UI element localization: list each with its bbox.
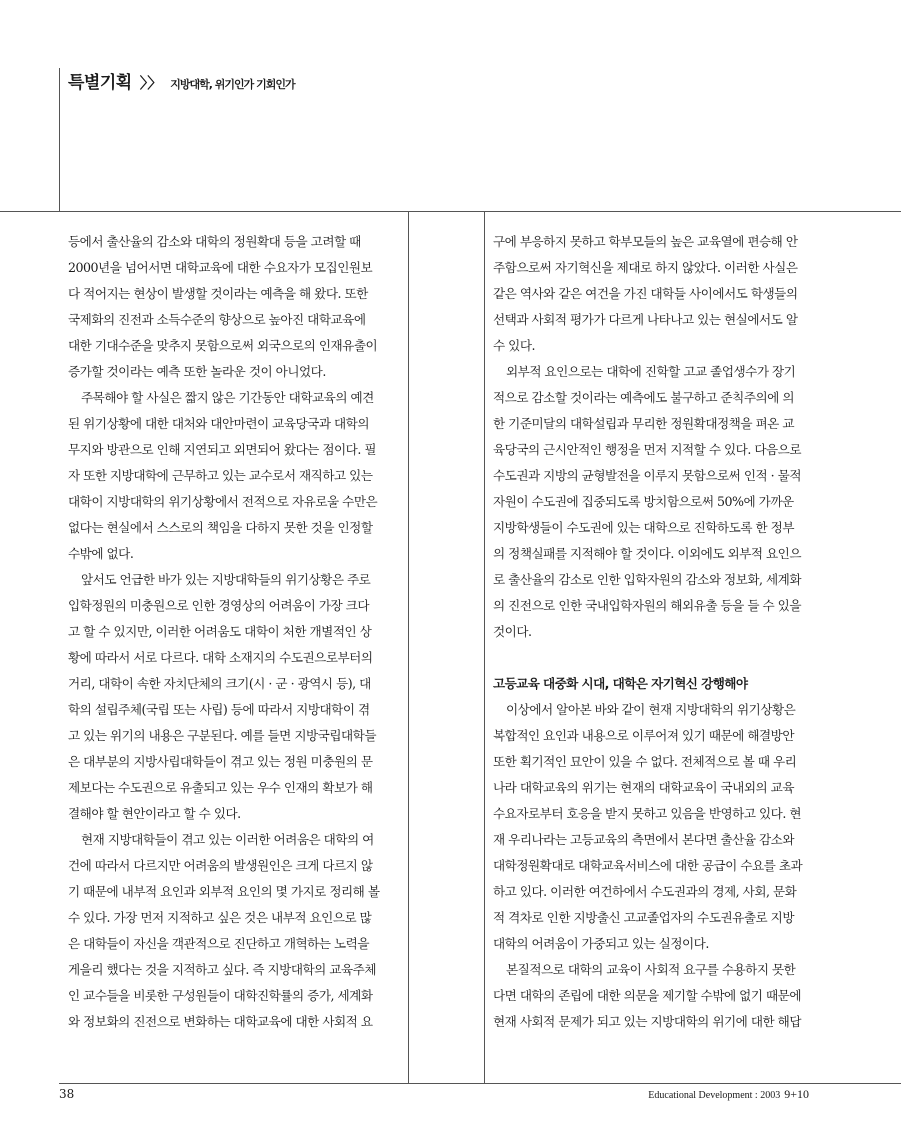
text-line: 수요자로부터 호응을 받지 못하고 있음을 반영하고 있다. 현 [493,806,801,821]
text-line: 수 있다. 가장 먼저 지적하고 싶은 것은 내부적 요인으로 많 [68,910,372,925]
text-line: 수도권과 지방의 균형발전을 이루지 못함으로써 인적 · 물적 [493,468,801,483]
text-line: 거리, 대학이 속한 자치단체의 크기(시 · 군 · 광역시 등), 대 [68,676,371,691]
column-divider-right [484,211,485,1083]
header-left-rule [59,68,60,211]
paragraph [493,957,833,1035]
section-title: 특별기획 [68,73,132,93]
text-line: 수밖에 없다. [68,546,134,561]
paragraph [493,697,833,957]
text-line: 다 적어지는 현상이 발생할 것이라는 예측을 해 왔다. 또한 [68,286,368,301]
text-line: 본질적으로 대학의 교육이 사회적 요구를 수용하지 못한 [506,962,796,977]
text-line: 학의 설립주체(국립 또는 사립) 등에 따라서 지방대학이 겪 [68,702,370,717]
text-line: 주목해야 할 사실은 짧지 않은 기간동안 대학교육의 예견 [81,390,374,405]
text-line: 와 정보화의 진전으로 변화하는 대학교육에 대한 사회적 요 [68,1014,373,1029]
section-header [68,68,295,93]
text-line: 구에 부응하지 못하고 학부모들의 높은 교육열에 편승해 안 [493,234,798,249]
text-line: 제보다는 수도권으로 유출되고 있는 우수 인재의 확보가 해 [68,780,373,795]
text-line: 선택과 사회적 평가가 다르게 나타나고 있는 현실에서도 알 [493,312,798,327]
right-column-body-bottom [493,697,833,1035]
text-line: 현재 사회적 문제가 되고 있는 지방대학의 위기에 대한 해답 [493,1014,801,1029]
text-line: 육당국의 근시안적인 행정을 먼저 지적할 수 있다. 다음으로 [493,442,801,457]
paragraph [493,229,833,359]
journal-title: Educational Development : 2003 [648,1090,781,1101]
text-line: 자원이 수도권에 집중되도록 방치함으로써 50%에 가까운 [493,494,794,509]
text-line: 주함으로써 자기혁신을 제대로 하지 않았다. 이러한 사실은 [493,260,798,275]
right-column [493,229,833,1035]
journal-footer [648,1087,809,1102]
text-line: 의 진전으로 인한 국내입학자원의 해외유출 등을 들 수 있을 [493,598,801,613]
text-line: 무지와 방관으로 인해 지연되고 외면되어 왔다는 점이다. 필 [68,442,376,457]
column-divider-left [408,211,409,1083]
text-line: 수 있다. [493,338,536,353]
text-line: 대학의 어려움이 가중되고 있는 실정이다. [493,936,709,951]
text-line: 현재 지방대학들이 겪고 있는 이러한 어려움은 대학의 여 [81,832,374,847]
text-line: 증가할 것이라는 예측 또한 놀라운 것이 아니었다. [68,364,326,379]
paragraph [68,229,408,385]
text-line: 입학정원의 미충원으로 인한 경영상의 어려움이 가장 크다 [68,598,369,613]
text-line: 의 정책실패를 지적해야 할 것이다. 이외에도 외부적 요인으 [493,546,801,561]
right-column-body-top [493,229,833,645]
text-line: 기 때문에 내부적 요인과 외부적 요인의 몇 가지로 정리해 볼 [68,884,380,899]
text-line: 등에서 출산율의 감소와 대학의 정원확대 등을 고려할 때 [68,234,361,249]
text-line: 복합적인 요인과 내용으로 이루어져 있기 때문에 해결방안 [493,728,794,743]
text-line: 대학이 지방대학의 위기상황에서 전적으로 자유로울 수만은 [68,494,378,509]
text-line: 적 격차로 인한 지방출신 고교졸업자의 수도권유출로 지방 [493,910,794,925]
text-line: 황에 따라서 서로 다르다. 대학 소재지의 수도권으로부터의 [68,650,373,665]
text-line: 은 대학들이 자신을 객관적으로 진단하고 개혁하는 노력을 [68,936,369,951]
text-line: 대한 기대수준을 맞추지 못함으로써 외국으로의 인재유출이 [68,338,378,353]
footer-rule [59,1083,901,1084]
text-line: 은 대부분의 지방사립대학들이 겪고 있는 정원 미충원의 문 [68,754,373,769]
text-line: 건에 따라서 다르지만 어려움의 발생원인은 크게 다르지 않 [68,858,373,873]
text-line: 고 할 수 있지만, 이러한 어려움도 대학이 처한 개별적인 상 [68,624,372,639]
text-line: 외부적 요인으로는 대학에 진학할 고교 졸업생수가 장기 [506,364,796,379]
text-line: 이상에서 알아본 바와 같이 현재 지방대학의 위기상황은 [506,702,796,717]
section-subtitle: 지방대학, 위기인가 기회인가 [170,78,295,91]
text-line: 앞서도 언급한 바가 있는 지방대학들의 위기상황은 주로 [81,572,371,587]
text-line: 재 우리나라는 고등교육의 측면에서 본다면 출산율 감소와 [493,832,794,847]
journal-issue: 9+10 [784,1087,809,1101]
text-line: 지방학생들이 수도권에 있는 대학으로 진학하도록 한 정부 [493,520,794,535]
text-line: 게을리 했다는 것을 지적하고 싶다. 즉 지방대학의 교육주체 [68,962,376,977]
text-line: 2000년을 넘어서면 대학교육에 대한 수요자가 모집인원보 [68,260,373,275]
text-line: 자 또한 지방대학에 근무하고 있는 교수로서 재직하고 있는 [68,468,373,483]
header-bottom-rule [0,211,901,212]
text-line: 것이다. [493,624,532,639]
text-line: 국제화의 진전과 소득수준의 향상으로 높아진 대학교육에 [68,312,366,327]
text-line: 하고 있다. 이러한 여건하에서 수도권과의 경제, 사회, 문화 [493,884,797,899]
paragraph [493,359,833,645]
paragraph [68,567,408,827]
text-line: 대학정원확대로 대학교육서비스에 대한 공급이 수요를 초과 [493,858,803,873]
left-column [68,229,408,1035]
section-arrow: 〉〉 [139,74,163,92]
text-line: 없다는 현실에서 스스로의 책임을 다하지 못한 것을 인정할 [68,520,373,535]
paragraph [68,385,408,567]
text-line: 나라 대학교육의 위기는 현재의 대학교육이 국내외의 교육 [493,780,794,795]
text-line: 다면 대학의 존립에 대한 의문을 제기할 수밖에 없기 때문에 [493,988,801,1003]
text-line: 같은 역사와 같은 여건을 가진 대학들 사이에서도 학생들의 [493,286,798,301]
text-line: 결해야 할 현안이라고 할 수 있다. [68,806,241,821]
text-line: 적으로 감소할 것이라는 예측에도 불구하고 준칙주의에 의 [493,390,794,405]
text-line: 로 출산율의 감소로 인한 입학자원의 감소와 정보화, 세계화 [493,572,801,587]
text-line: 인 교수들을 비롯한 구성원들이 대학진학률의 증가, 세계화 [68,988,373,1003]
paragraph [68,827,408,1035]
text-line: 또한 획기적인 묘안이 있을 수 없다. 전체적으로 볼 때 우리 [493,754,797,769]
page-number: 38 [59,1087,75,1101]
text-line: 된 위기상황에 대한 대처와 대안마련이 교육당국과 대학의 [68,416,369,431]
text-line: 한 기준미달의 대학설립과 무리한 정원확대정책을 펴온 교 [493,416,794,431]
text-line: 고 있는 위기의 내용은 구분된다. 예를 들면 지방국립대학들 [68,728,376,743]
article-subheading: 고등교육 대중화 시대, 대학은 자기혁신 강행해야 [493,676,748,691]
